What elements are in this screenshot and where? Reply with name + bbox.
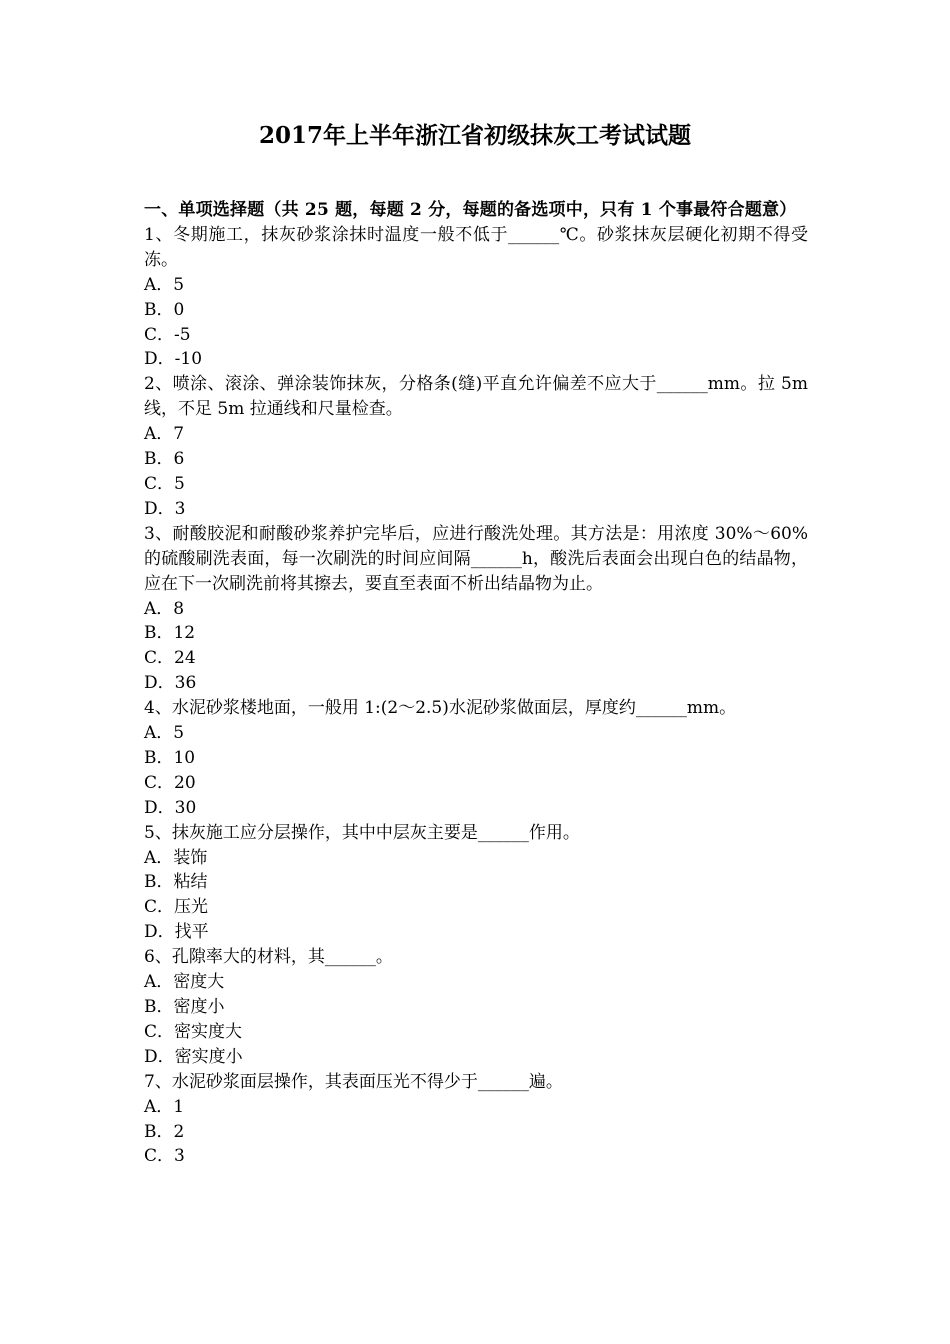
option-a: A．装饰 (144, 847, 208, 868)
option-d: D．-10 (144, 349, 203, 370)
option-a: A．1 (144, 1096, 185, 1117)
option-d: D．找平 (144, 922, 209, 943)
question-6 (144, 945, 808, 1070)
question-1 (144, 223, 808, 372)
option-b: B．2 (144, 1121, 185, 1142)
option-c: C．20 (144, 772, 196, 793)
option-c: C．24 (144, 648, 196, 669)
question-2 (144, 372, 808, 521)
question-7 (144, 1070, 808, 1170)
section-heading: 一、单项选择题（共 25 题，每题 2 分，每题的备选项中，只有 1 个事最符合题意） (144, 200, 797, 220)
option-a: A．密度大 (144, 972, 225, 993)
option-a: A．5 (144, 723, 185, 744)
option-d: D．30 (144, 797, 197, 818)
option-d: D．密实度小 (144, 1046, 243, 1067)
option-b: B．密度小 (144, 997, 225, 1017)
question-text: 4、水泥砂浆楼地面，一般用 1:(2～2.5)水泥砂浆做面层，厚度约______mm。 (144, 698, 737, 719)
option-b: B．粘结 (144, 872, 208, 893)
option-c: C．密实度大 (144, 1021, 243, 1042)
option-d: D．3 (144, 498, 186, 519)
question-text: 6、孔隙率大的材料，其______。 (144, 947, 393, 968)
option-a: A．8 (144, 598, 185, 619)
question-text: 3、耐酸胶泥和耐酸砂浆养护完毕后，应进行酸洗处理。其方法是：用浓度 30%～60%的硫酸刷洗表面，每一次刷洗的时间应间隔______h，酸洗后表面会出现白色的结晶物，应在下一次刷洗前将其擦去，要直至表面不析出结晶物为止。 (144, 523, 808, 594)
question-text: 7、水泥砂浆面层操作，其表面压光不得少于______遍。 (144, 1071, 563, 1092)
question-4 (144, 696, 808, 821)
option-c: C．5 (144, 473, 185, 494)
option-d: D．36 (144, 673, 197, 694)
question-text: 2、喷涂、滚涂、弹涂装饰抹灰，分格条(缝)平直允许偏差不应大于______mm。拉 5m 线，不足 5m 拉通线和尺量检查。 (144, 374, 808, 420)
document-body (144, 198, 808, 1169)
question-5 (144, 821, 808, 946)
option-c: C．压光 (144, 897, 209, 918)
option-b: B．0 (144, 299, 185, 320)
option-a: A．5 (144, 274, 185, 295)
document-title: 2017年上半年浙江省初级抹灰工考试试题 (258, 122, 691, 149)
question-text: 1、冬期施工，抹灰砂浆涂抹时温度一般不低于______℃。砂浆抹灰层硬化初期不得受冻。 (144, 224, 808, 270)
question-text: 5、抹灰施工应分层操作，其中中层灰主要是______作用。 (144, 822, 580, 843)
question-3 (144, 522, 808, 696)
option-b: B．12 (144, 623, 196, 644)
option-c: C．3 (144, 1146, 185, 1167)
option-b: B．10 (144, 747, 196, 768)
option-c: C．-5 (144, 324, 191, 345)
option-b: B．6 (144, 449, 185, 470)
option-a: A．7 (144, 424, 185, 445)
